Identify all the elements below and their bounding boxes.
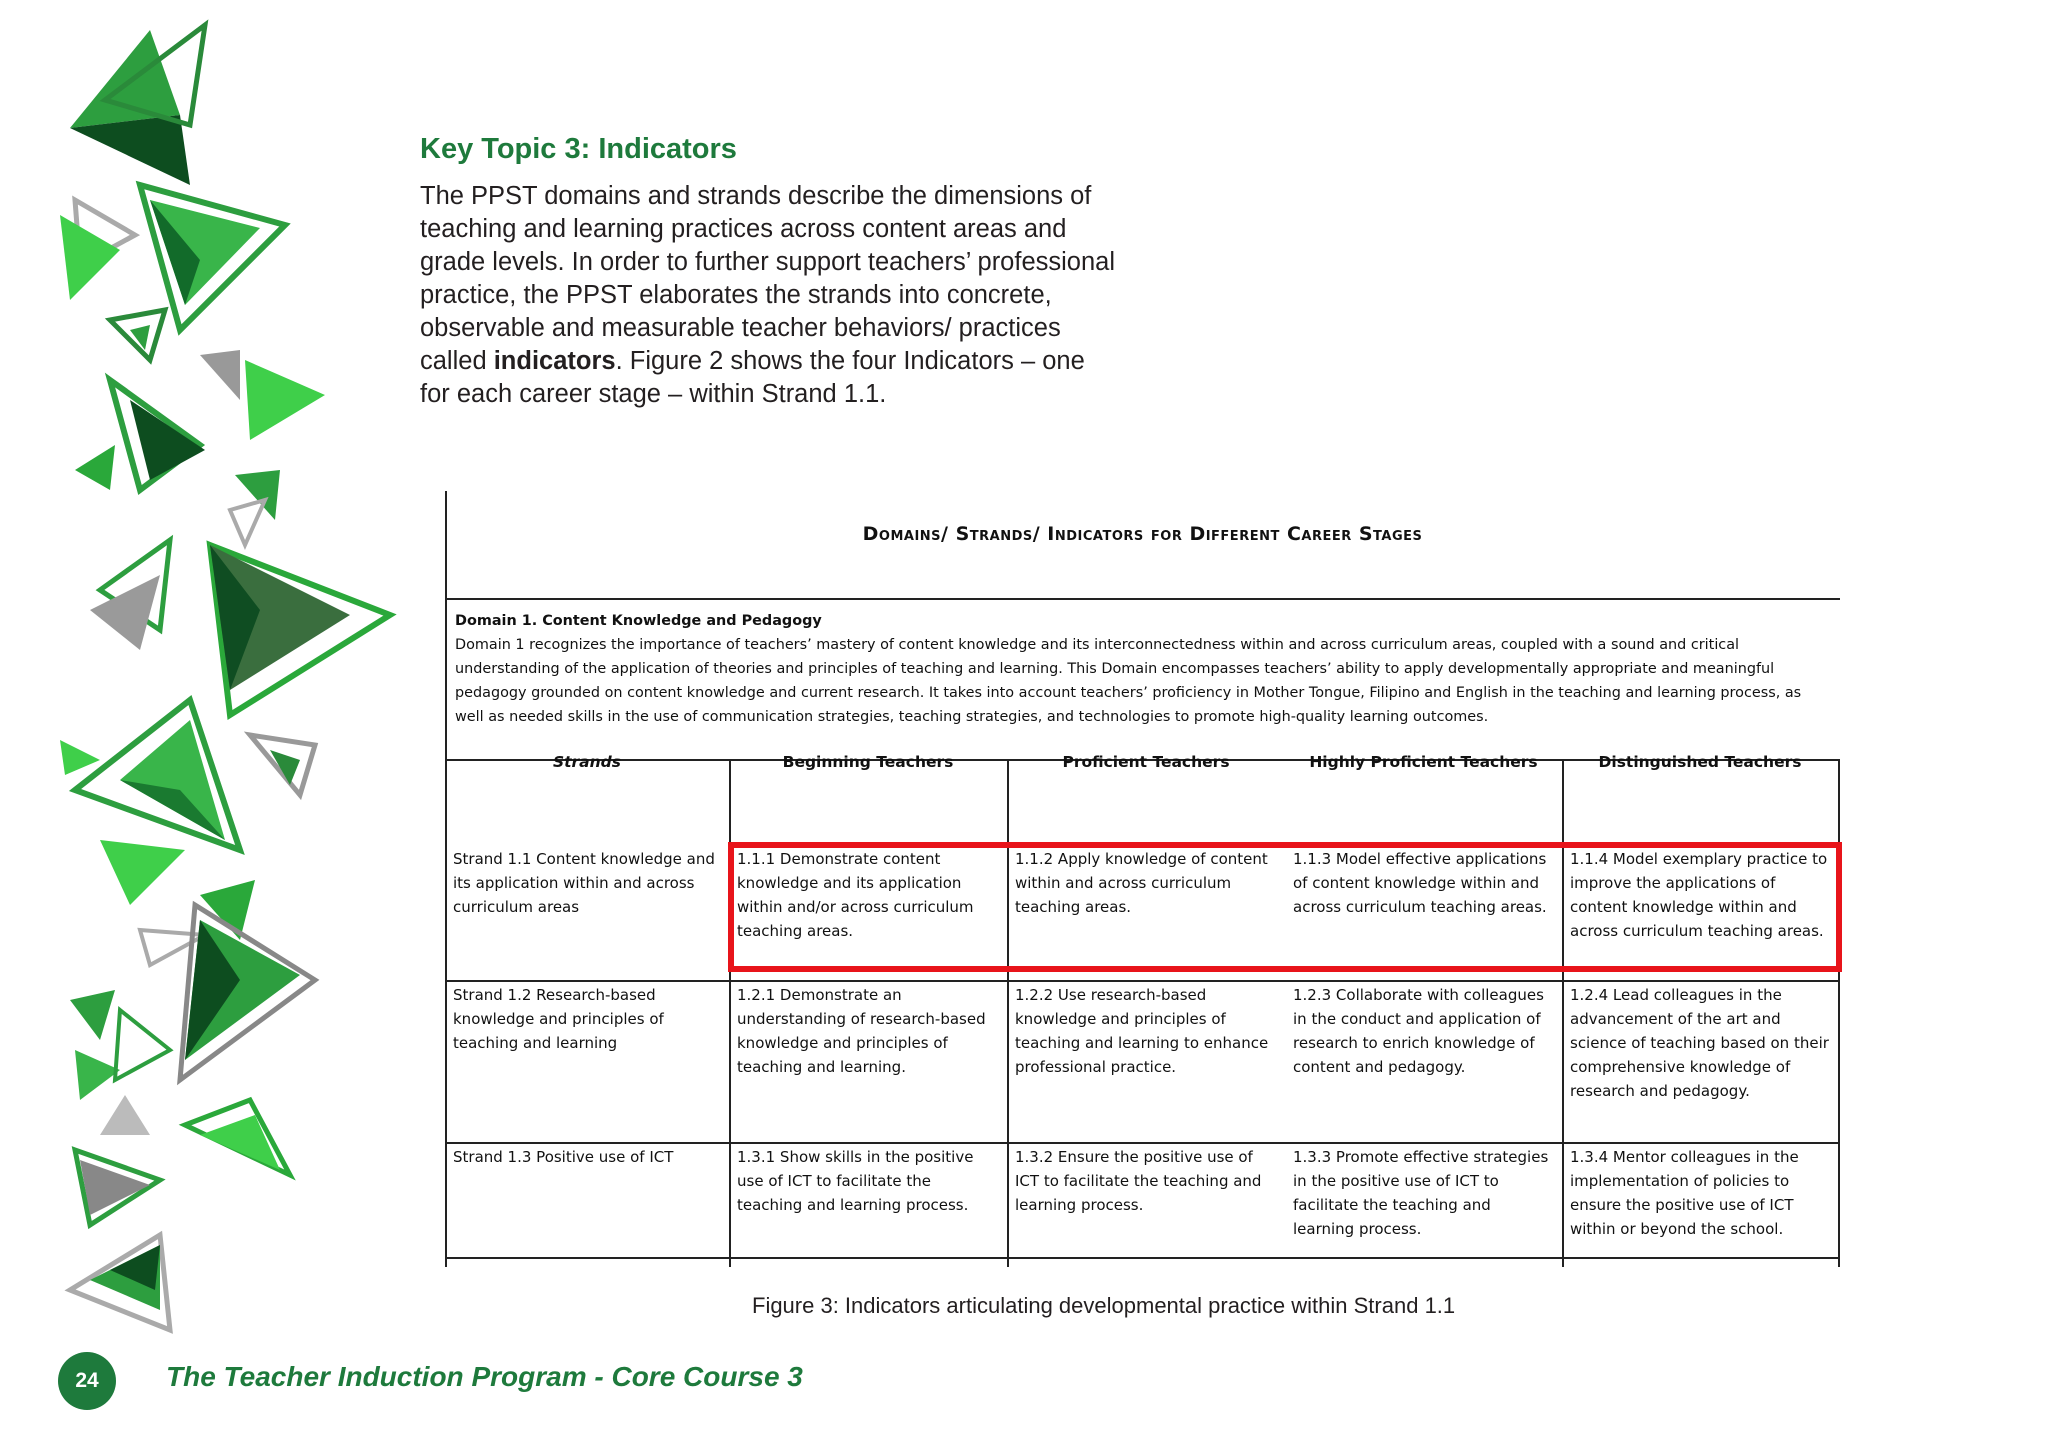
table-cell: Strand 1.1 Content knowledge and its application within and across curriculum areas bbox=[453, 850, 715, 916]
intro-text: The PPST domains and strands describe the dimensions of teaching and learning practices across content areas and grade levels. In order to further support teachers’ professional practice, the PPST elaborates the strands into concrete, observable and measurable teacher behaviors/ practices called bbox=[420, 182, 1116, 375]
figure-title: Domains/ Strands/ Indicators for Different Career Stages bbox=[862, 523, 1423, 545]
intro-text-end: . Figure 2 shows the four Indicators – one for each career stage – within Strand 1.1. bbox=[420, 347, 1085, 408]
triangle-pattern-icon bbox=[60, 25, 390, 1330]
row-divider bbox=[445, 980, 1840, 982]
domain-text: Domain 1 recognizes the importance of teachers’ mastery of content knowledge and its interconnectedness within and across curriculum areas, coupled with a sound and critical understanding of the application of theories and principles of teaching and learning. This Domain encompasses teachers’ ability to apply developmentally appropriate and meaningful pedagogy grounded on content knowledge and current research. It takes into account teachers’ proficiency in Mother Tongue, Filipino and English in the teaching and learning process, as well as needed skills in the use of communication strategies, teaching strategies, and technologies to promote high-quality learning outcomes. bbox=[455, 637, 1802, 725]
intro-paragraph bbox=[420, 180, 1120, 411]
table-cell: 1.3.2 Ensure the positive use of ICT to facilitate the teaching and learning process. bbox=[1015, 1148, 1262, 1214]
section-title: Key Topic 3: Indicators bbox=[420, 133, 737, 165]
indicators-figure bbox=[445, 491, 1840, 1267]
figure-caption: Figure 3: Indicators articulating developmental practice within Strand 1.1 bbox=[752, 1293, 1456, 1318]
table-cell: 1.2.1 Demonstrate an understanding of research-based knowledge and principles of teaching and learning. bbox=[737, 986, 986, 1076]
bottom-border bbox=[445, 1257, 1840, 1259]
table-cell: 1.1.4 Model exemplary practice to improve the applications of content knowledge within and across curriculum teaching areas. bbox=[1570, 850, 1828, 940]
table-cell: 1.3.1 Show skills in the positive use of ICT to facilitate the teaching and learning process. bbox=[737, 1148, 974, 1214]
table-cell: 1.1.1 Demonstrate content knowledge and its application within and/or across curriculum teaching areas. bbox=[737, 850, 974, 940]
footer-title: The Teacher Induction Program - Core Course 3 bbox=[166, 1361, 803, 1392]
header-proficient: Proficient Teachers bbox=[1062, 753, 1230, 771]
table-cell: 1.1.2 Apply knowledge of content within and across curriculum teaching areas. bbox=[1015, 850, 1268, 916]
table-cell: 1.2.3 Collaborate with colleagues in the conduct and application of research to enrich knowledge of content and pedagogy. bbox=[1293, 986, 1544, 1076]
page-number-badge: 24 bbox=[58, 1352, 116, 1410]
header-highly-proficient: Highly Proficient Teachers bbox=[1309, 753, 1538, 771]
decorative-triangles bbox=[0, 0, 420, 1448]
table-cell: 1.2.2 Use research-based knowledge and principles of teaching and learning to enhance professional practice. bbox=[1015, 986, 1269, 1076]
divider bbox=[445, 598, 1840, 600]
table-cell: 1.2.4 Lead colleagues in the advancement of the art and science of teaching based on their comprehensive knowledge of research and pedagogy. bbox=[1570, 986, 1829, 1100]
domain-description bbox=[455, 609, 1830, 729]
header-beginning: Beginning Teachers bbox=[782, 753, 954, 771]
header-distinguished: Distinguished Teachers bbox=[1598, 753, 1802, 771]
table-cell: 1.3.4 Mentor colleagues in the implementation of policies to ensure the positive use of ICT within or beyond the school. bbox=[1570, 1148, 1799, 1238]
table-cell: Strand 1.3 Positive use of ICT bbox=[453, 1148, 674, 1166]
row-divider bbox=[445, 1142, 1840, 1144]
table-cell: Strand 1.2 Research-based knowledge and principles of teaching and learning bbox=[453, 986, 664, 1052]
intro-bold-term: indicators bbox=[493, 347, 616, 375]
column-divider bbox=[1838, 759, 1840, 1267]
strand-1-1-highlight-box bbox=[728, 842, 1842, 972]
domain-title: Domain 1. Content Knowledge and Pedagogy bbox=[455, 613, 822, 629]
header-strands: Strands bbox=[552, 753, 622, 771]
table-cell: 1.3.3 Promote effective strategies in the positive use of ICT to facilitate the teaching and learning process. bbox=[1293, 1148, 1549, 1238]
table-cell: 1.1.3 Model effective applications of content knowledge within and across curriculum teaching areas. bbox=[1293, 850, 1547, 916]
